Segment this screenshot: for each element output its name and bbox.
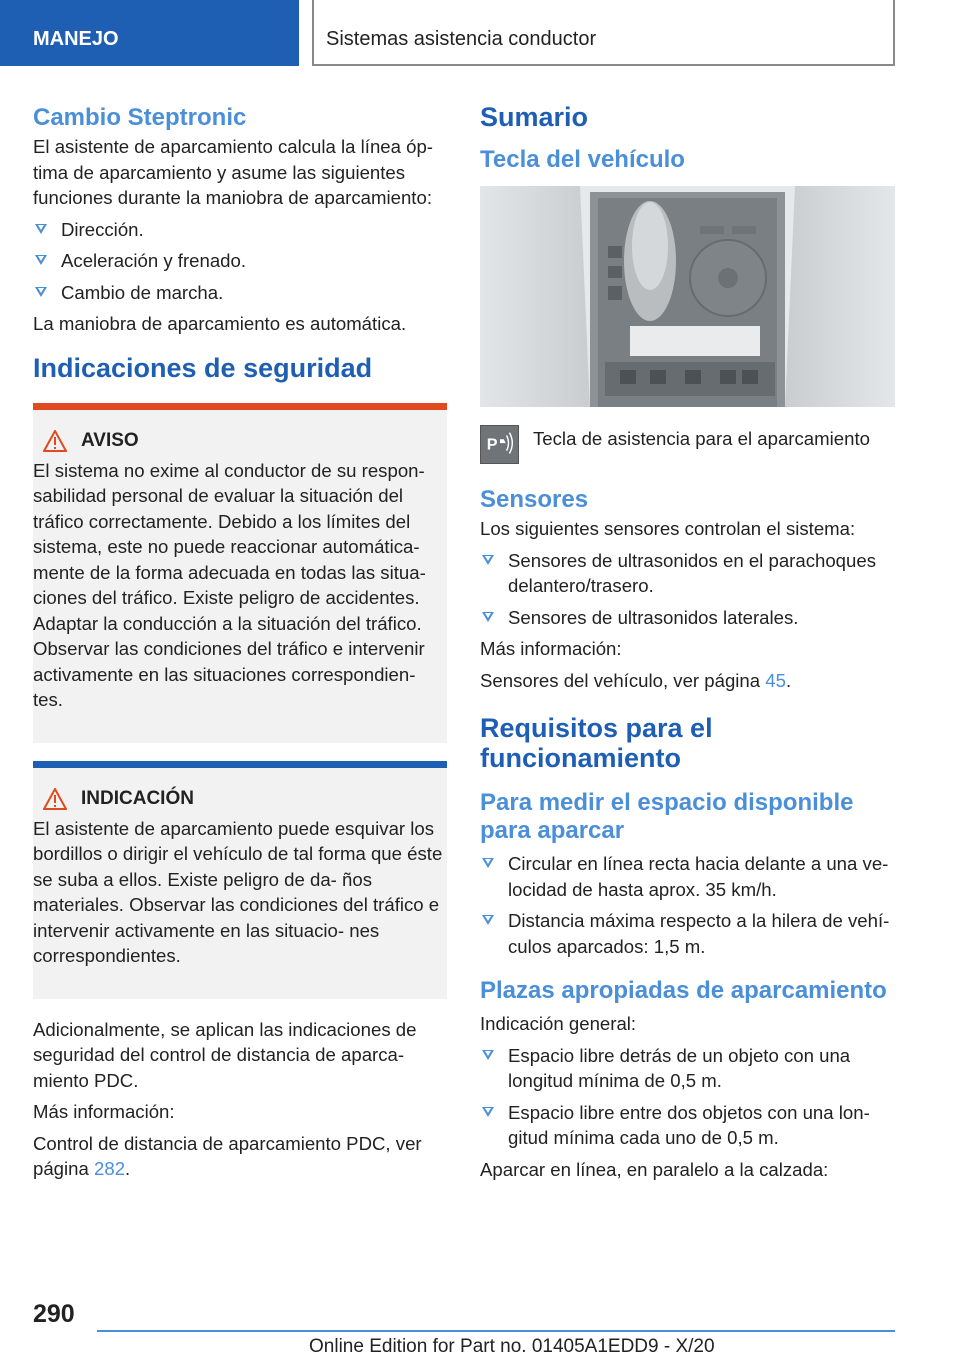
list-item: Cambio de marcha. bbox=[33, 280, 447, 306]
sensors-heading: Sensores bbox=[480, 486, 589, 513]
page-link-45[interactable]: 45 bbox=[765, 669, 786, 691]
section-tab: MANEJO bbox=[0, 0, 299, 66]
measure-heading: Para medir el espacio disponible para aparcar bbox=[480, 789, 854, 844]
edition-text: Online Edition for Part no. 01405A1EDD9 - X/20 bbox=[309, 1336, 715, 1357]
list-item: Dirección. bbox=[33, 217, 447, 243]
steptronic-list bbox=[33, 217, 447, 306]
warning-triangle-icon bbox=[43, 788, 67, 810]
spaces-intro: Indicación general: bbox=[480, 1013, 637, 1034]
sensors-reference: Sensores del vehículo, ver página 45. bbox=[480, 669, 792, 691]
measure-list bbox=[480, 851, 895, 959]
vehicle-key-heading: Tecla del vehículo bbox=[480, 146, 685, 173]
center-console-photo bbox=[480, 186, 895, 407]
parallel-parking-text: Aparcar en línea, en paralelo a la calzada: bbox=[480, 1158, 829, 1180]
triangle-bullet-icon bbox=[35, 255, 47, 265]
steptronic-intro: El asistente de aparcamiento calcula la línea óp- tima de aparcamiento y asume las siguientes funciones durante la maniobra de aparcamiento: bbox=[33, 136, 434, 208]
notice-box bbox=[33, 761, 447, 999]
list-item: Sensores de ultrasonidos en el parachoques delantero/trasero. bbox=[480, 548, 895, 599]
triangle-bullet-icon bbox=[482, 612, 494, 622]
list-item: Espacio libre entre dos objetos con una lon- gitud mínima cada uno de 0,5 m. bbox=[480, 1100, 895, 1151]
requirements-heading: Requisitos para el funcionamiento bbox=[480, 713, 713, 773]
list-item: Distancia máxima respecto a la hilera de vehí- culos aparcados: 1,5 m. bbox=[480, 908, 895, 959]
triangle-bullet-icon bbox=[35, 287, 47, 297]
pdc-reference: Control de distancia de aparcamiento PDC, ver página 282. bbox=[33, 1132, 422, 1179]
warning-title: AVISO bbox=[81, 429, 139, 451]
triangle-bullet-icon bbox=[482, 915, 494, 925]
right-column bbox=[480, 100, 895, 1188]
triangle-bullet-icon bbox=[35, 224, 47, 234]
figure-caption bbox=[480, 425, 895, 464]
notice-title: INDICACIÓN bbox=[81, 787, 194, 809]
list-item: Aceleración y frenado. bbox=[33, 248, 447, 274]
steptronic-heading: Cambio Steptronic bbox=[33, 104, 247, 131]
page-number: 290 bbox=[33, 1300, 75, 1328]
more-info-label: Más información: bbox=[480, 638, 622, 659]
list-item: Sensores de ultrasonidos laterales. bbox=[480, 605, 895, 631]
page-header bbox=[0, 0, 960, 66]
page-link-282[interactable]: 282 bbox=[94, 1158, 126, 1179]
safety-heading: Indicaciones de seguridad bbox=[33, 352, 373, 383]
svg-text:P: P bbox=[486, 435, 498, 454]
triangle-bullet-icon bbox=[482, 555, 494, 565]
sensors-intro: Los siguientes sensores controlan el sistema: bbox=[480, 518, 856, 539]
triangle-bullet-icon bbox=[482, 858, 494, 868]
park-assist-icon bbox=[480, 425, 519, 464]
warning-triangle-icon bbox=[43, 430, 67, 452]
more-info-label: Más información: bbox=[33, 1101, 175, 1122]
warning-text: El sistema no exime al conductor de su respon- sabilidad personal de evaluar la situación del tráfico correctamente. Debido a los límites del sistema, este no puede reaccionar automática- mente de la forma adecuada en todas las situa- ciones del tráfico. Existe peligro de accidentes. Adaptar la conducción a la situación del tráfico. Observar las condiciones del tráfico e intervenir activamente en las situaciones correspondien- tes. bbox=[33, 459, 426, 710]
spaces-heading: Plazas apropiadas de aparcamiento bbox=[480, 977, 887, 1004]
list-item: Circular en línea recta hacia delante a una ve- locidad de hasta aprox. 35 km/h. bbox=[480, 851, 895, 902]
spaces-list bbox=[480, 1043, 895, 1151]
footer-rule bbox=[97, 1330, 895, 1332]
left-column bbox=[33, 100, 447, 1188]
summary-heading: Sumario bbox=[480, 102, 589, 132]
additional-text: Adicionalmente, se aplican las indicaciones de seguridad del control de distancia de aparca- miento PDC. bbox=[33, 1018, 417, 1091]
warning-box bbox=[33, 403, 447, 743]
triangle-bullet-icon bbox=[482, 1107, 494, 1117]
caption-text: Tecla de asistencia para el aparcamiento bbox=[533, 428, 870, 449]
notice-text: El asistente de aparcamiento puede esquivar los bordillos o dirigir el vehículo de tal forma que éste se suba a ellos. Existe peligro de da- ños materiales. Observar las condiciones del tráfico e intervenir activamente en las situacio- nes correspondientes. bbox=[33, 817, 443, 966]
chapter-title: Sistemas asistencia conductor bbox=[312, 0, 895, 66]
list-item: Espacio libre detrás de un objeto con una longitud mínima de 0,5 m. bbox=[480, 1043, 895, 1094]
sensors-list bbox=[480, 548, 895, 631]
triangle-bullet-icon bbox=[482, 1050, 494, 1060]
steptronic-outro: La maniobra de aparcamiento es automática. bbox=[33, 313, 407, 334]
page-footer bbox=[0, 1290, 960, 1362]
